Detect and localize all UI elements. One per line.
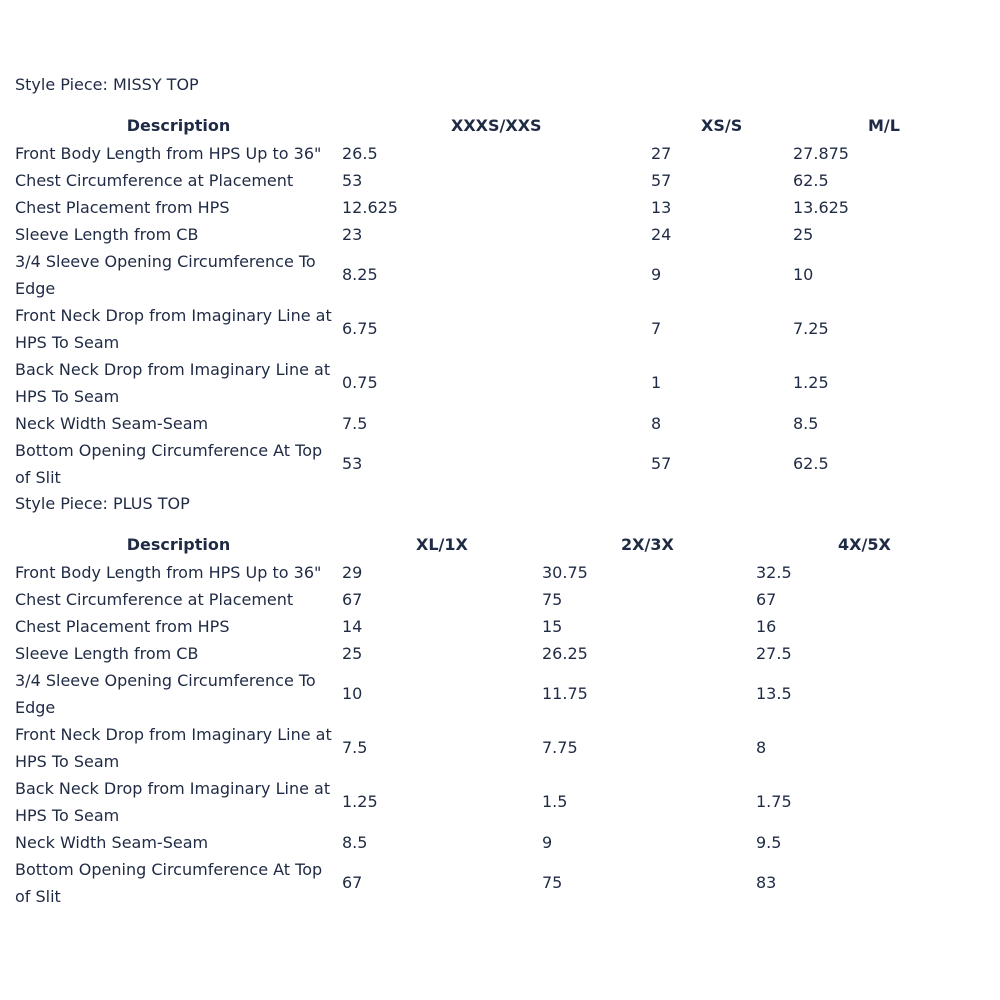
plus-cell: 67 <box>756 590 777 609</box>
missy-cell: 1.25 <box>793 373 829 392</box>
missy-cell: 27 <box>651 144 672 163</box>
plus-cell: 15 <box>542 617 563 636</box>
missy-cell: 7 <box>651 319 662 338</box>
missy-cell: 7.25 <box>793 319 829 338</box>
missy-row-description: Bottom Opening Circumference At Top of Slit <box>15 441 323 487</box>
plus-row-description: Bottom Opening Circumference At Top of Slit <box>15 860 323 906</box>
missy-header-size-2: XS/S <box>701 116 743 135</box>
missy-cell: 7.5 <box>342 414 368 433</box>
missy-header-description: Description <box>126 116 231 135</box>
missy-row-description: Neck Width Seam-Seam <box>15 414 209 433</box>
missy-cell: 6.75 <box>342 319 378 338</box>
missy-cell: 24 <box>651 225 672 244</box>
missy-style-title: Style Piece: MISSY TOP <box>15 75 199 94</box>
plus-row-description: Front Body Length from HPS Up to 36" <box>15 563 322 582</box>
plus-cell: 27.5 <box>756 644 792 663</box>
missy-row-description: Chest Circumference at Placement <box>15 171 294 190</box>
plus-header-size-1: XL/1X <box>416 535 468 554</box>
missy-cell: 10 <box>793 265 814 284</box>
missy-cell: 8 <box>651 414 662 433</box>
missy-header-size-1: XXXS/XXS <box>451 116 542 135</box>
missy-cell: 62.5 <box>793 171 829 190</box>
plus-header-size-2: 2X/3X <box>621 535 674 554</box>
plus-cell: 30.75 <box>542 563 588 582</box>
plus-cell: 32.5 <box>756 563 792 582</box>
plus-cell: 29 <box>342 563 363 582</box>
missy-cell: 0.75 <box>342 373 378 392</box>
missy-cell: 57 <box>651 454 672 473</box>
plus-row-description: Front Neck Drop from Imaginary Line at HPS To Seam <box>15 725 332 771</box>
plus-cell: 83 <box>756 873 777 892</box>
plus-cell: 10 <box>342 684 363 703</box>
missy-row-description: Front Body Length from HPS Up to 36" <box>15 144 322 163</box>
plus-row-description: Sleeve Length from CB <box>15 644 199 663</box>
plus-cell: 8.5 <box>342 833 368 852</box>
plus-cell: 8 <box>756 738 767 757</box>
plus-row-description: Chest Circumference at Placement <box>15 590 294 609</box>
plus-cell: 25 <box>342 644 363 663</box>
missy-cell: 62.5 <box>793 454 829 473</box>
plus-row-description: 3/4 Sleeve Opening Circumference To Edge <box>15 671 316 717</box>
plus-cell: 67 <box>342 873 363 892</box>
plus-cell: 9 <box>542 833 553 852</box>
missy-cell: 13 <box>651 198 672 217</box>
plus-cell: 1.75 <box>756 792 792 811</box>
missy-cell: 25 <box>793 225 814 244</box>
missy-cell: 9 <box>651 265 662 284</box>
plus-row-description: Back Neck Drop from Imaginary Line at HPS To Seam <box>15 779 331 825</box>
missy-row-description: Sleeve Length from CB <box>15 225 199 244</box>
plus-row-description: Chest Placement from HPS <box>15 617 230 636</box>
plus-cell: 26.25 <box>542 644 588 663</box>
missy-row-description: Back Neck Drop from Imaginary Line at HPS To Seam <box>15 360 331 406</box>
missy-cell: 8.25 <box>342 265 378 284</box>
plus-cell: 14 <box>342 617 363 636</box>
missy-cell: 8.5 <box>793 414 819 433</box>
plus-cell: 9.5 <box>756 833 782 852</box>
missy-cell: 53 <box>342 454 363 473</box>
plus-cell: 11.75 <box>542 684 588 703</box>
plus-cell: 16 <box>756 617 777 636</box>
plus-cell: 67 <box>342 590 363 609</box>
missy-cell: 53 <box>342 171 363 190</box>
missy-row-description: Chest Placement from HPS <box>15 198 230 217</box>
missy-cell: 27.875 <box>793 144 849 163</box>
missy-cell: 12.625 <box>342 198 398 217</box>
missy-cell: 13.625 <box>793 198 849 217</box>
plus-cell: 75 <box>542 873 563 892</box>
plus-row-description: Neck Width Seam-Seam <box>15 833 209 852</box>
missy-row-description: Front Neck Drop from Imaginary Line at HPS To Seam <box>15 306 332 352</box>
plus-cell: 1.25 <box>342 792 378 811</box>
plus-cell: 13.5 <box>756 684 792 703</box>
plus-cell: 7.5 <box>342 738 368 757</box>
missy-cell: 57 <box>651 171 672 190</box>
missy-cell: 26.5 <box>342 144 378 163</box>
plus-cell: 75 <box>542 590 563 609</box>
plus-cell: 7.75 <box>542 738 578 757</box>
missy-cell: 1 <box>651 373 662 392</box>
plus-style-title: Style Piece: PLUS TOP <box>15 494 190 513</box>
missy-row-description: 3/4 Sleeve Opening Circumference To Edge <box>15 252 316 298</box>
plus-header-description: Description <box>126 535 231 554</box>
plus-cell: 1.5 <box>542 792 568 811</box>
missy-header-size-3: M/L <box>868 116 900 135</box>
missy-cell: 23 <box>342 225 363 244</box>
plus-header-size-3: 4X/5X <box>838 535 891 554</box>
